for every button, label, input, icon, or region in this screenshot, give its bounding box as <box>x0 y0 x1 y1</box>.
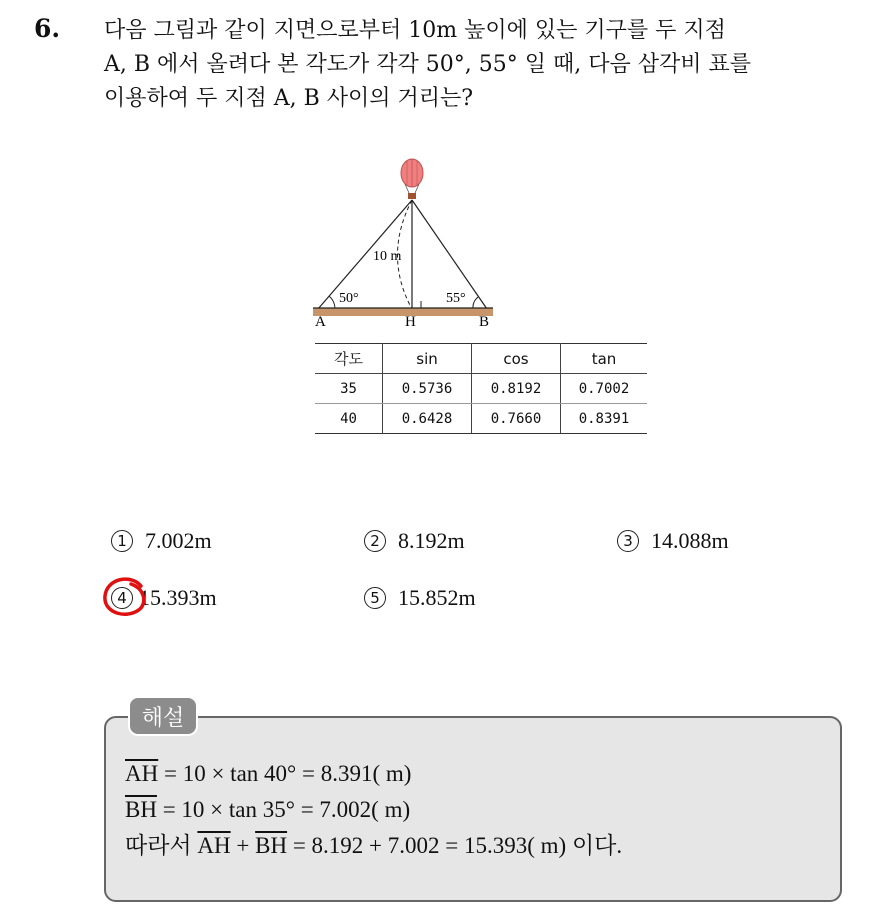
plus-sign: + <box>230 833 256 858</box>
answer-circle-mark <box>101 576 149 620</box>
explanation-tab: 해설 <box>128 696 198 736</box>
ground <box>313 308 493 316</box>
choice-text: 14.088m <box>651 528 729 553</box>
segment-bh: $\overline{BH}$ <box>255 833 288 858</box>
table-cell: 0.7002 <box>561 374 648 404</box>
table-cell: 35 <box>315 374 383 404</box>
explanation-line-3 <box>125 828 622 864</box>
segment-ah: $\overline{AH}$ <box>125 761 159 786</box>
segment-ah: $\overline{AH}$ <box>197 833 231 858</box>
choice-3[interactable] <box>617 528 729 554</box>
choice-text: 8.192m <box>398 528 465 553</box>
choice-number: 2 <box>364 530 386 552</box>
table-header: cos <box>472 344 561 374</box>
table-row <box>315 404 647 434</box>
height-label: 10 m <box>373 249 402 264</box>
explanation-line-1 <box>125 756 622 792</box>
conclusion-prefix: 따라서 <box>125 833 198 858</box>
balloon-icon <box>401 159 423 199</box>
table-cell: 0.7660 <box>472 404 561 434</box>
angle-a-label: 50° <box>339 291 359 306</box>
choice-text: 15.393m <box>139 585 217 610</box>
point-a-label: A <box>315 314 326 328</box>
table-cell: 0.8192 <box>472 374 561 404</box>
equation-text: = 8.192 + 7.002 = 15.393( m) 이다. <box>287 833 623 858</box>
table-cell: 0.8391 <box>561 404 648 434</box>
table-header-row <box>315 344 647 374</box>
point-h-label: H <box>405 314 416 328</box>
choice-5[interactable] <box>364 585 476 611</box>
question-line: A, B 에서 올려다 본 각도가 각각 50°, 55° 일 때, 다음 삼각비 표를 <box>104 52 751 77</box>
choice-text: 15.852m <box>398 585 476 610</box>
choice-text: 7.002m <box>145 528 212 553</box>
trig-table <box>315 343 647 434</box>
question-number: 6. <box>34 14 61 43</box>
table-cell: 40 <box>315 404 383 434</box>
choice-2[interactable] <box>364 528 465 554</box>
question-text <box>104 14 864 116</box>
table-header: tan <box>561 344 648 374</box>
table-header: sin <box>383 344 472 374</box>
choice-number: 5 <box>364 587 386 609</box>
equation-text: = 10 × tan 40° = 8.391( m) <box>158 761 412 786</box>
table-cell: 0.5736 <box>383 374 472 404</box>
angle-b-label: 55° <box>446 291 466 306</box>
explanation-line-2 <box>125 792 622 828</box>
segment-bh: $\overline{BH}$ <box>125 797 157 822</box>
choice-number: 1 <box>111 530 133 552</box>
explanation-content <box>125 756 622 864</box>
point-b-label: B <box>479 314 490 328</box>
question-line: 다음 그림과 같이 지면으로부터 10m 높이에 있는 기구를 두 지점 <box>104 18 726 43</box>
question-line: 이용하여 두 지점 A, B 사이의 거리는? <box>104 86 474 111</box>
balloon-figure <box>313 156 495 328</box>
table-row <box>315 374 647 404</box>
choice-number: 4 <box>111 587 133 609</box>
choice-number: 3 <box>617 530 639 552</box>
table-header: 각도 <box>315 344 383 374</box>
choice-1[interactable] <box>111 528 212 554</box>
equation-text: = 10 × tan 35° = 7.002( m) <box>156 797 411 822</box>
table-cell: 0.6428 <box>383 404 472 434</box>
